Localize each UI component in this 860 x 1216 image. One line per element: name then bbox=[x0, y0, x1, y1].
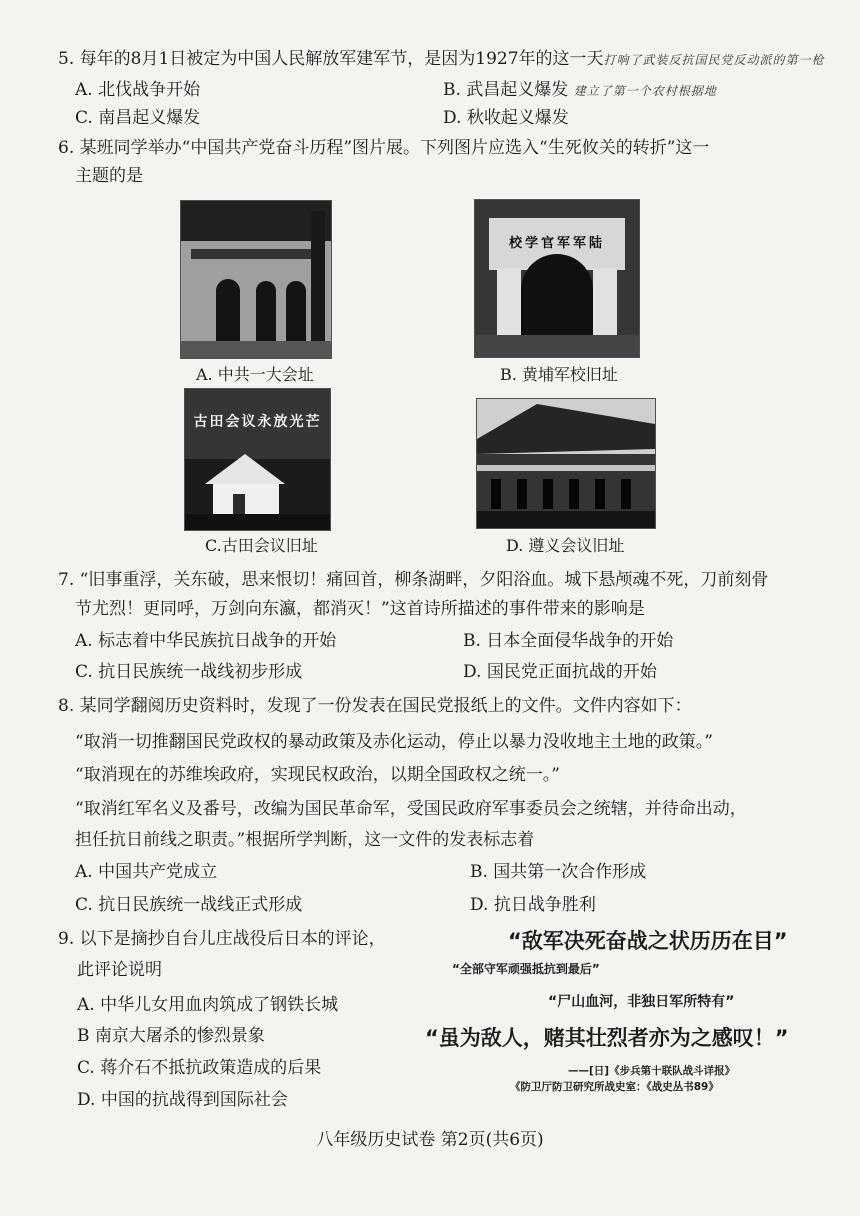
photo-b-illustration bbox=[475, 200, 639, 357]
q7-stem-line1: 7. “旧事重浮，关东破，思来恨切！痛回首，柳条湖畔，夕阳浴血。城下悬颅魂不死，刀前刻骨 bbox=[58, 570, 769, 590]
q7-option-b[interactable]: B. 日本全面侵华战争的开始 bbox=[463, 631, 674, 651]
q8-option-d[interactable]: D. 抗日战争胜利 bbox=[470, 895, 596, 915]
q6-stem-line2: 主题的是 bbox=[75, 166, 143, 186]
photo-b-caption: B. 黄埔军校旧址 bbox=[500, 365, 618, 384]
q9-quote-3: “尸山血河，非独日军所特有” bbox=[548, 994, 735, 1010]
q5-option-a[interactable]: A. 北伐战争开始 bbox=[75, 80, 201, 100]
q5-option-d[interactable]: D. 秋收起义爆发 bbox=[443, 108, 569, 128]
q7-option-d[interactable]: D. 国民党正面抗战的开始 bbox=[463, 662, 657, 682]
q5-stem-text: 5. 每年的8月1日被定为中国人民解放军建军节，是因为1927年的这一天 bbox=[58, 49, 604, 69]
q6-stem-line1: 6. 某班同学举办“中国共产党奋斗历程”图片展。下列图片应选入“生死攸关的转折”这一 bbox=[58, 138, 710, 158]
q9-quote-2: “全部守军顽强抵抗到最后” bbox=[452, 962, 600, 976]
q8-option-b[interactable]: B. 国共第一次合作形成 bbox=[470, 862, 647, 882]
q9-stem-line2: 此评论说明 bbox=[77, 960, 162, 980]
q8-quote-line1: “取消一切推翻国民党政权的暴动政策及赤化运动，停止以暴力没收地主土地的政策。” bbox=[75, 732, 713, 752]
q9-option-a[interactable]: A. 中华儿女用血肉筑成了钢铁长城 bbox=[77, 995, 339, 1015]
q7-option-a[interactable]: A. 标志着中华民族抗日战争的开始 bbox=[75, 631, 337, 651]
photo-gutian-conference[interactable] bbox=[184, 388, 331, 531]
q8-quote-line4: 担任抗日前线之职责。”根据所学判断，这一文件的发表标志着 bbox=[75, 830, 535, 850]
gutian-wall-slogan: 古田会议永放光芒 bbox=[193, 414, 322, 430]
q5-option-b-text: B. 武昌起义爆发 bbox=[443, 80, 569, 100]
q9-option-b[interactable]: B 南京大屠杀的惨烈景象 bbox=[77, 1026, 265, 1046]
q5-option-b[interactable] bbox=[443, 78, 717, 103]
q9-option-d[interactable]: D. 中国的抗战得到国际社会 bbox=[77, 1090, 288, 1110]
q8-quote-line3: “取消红军名义及番号，改编为国民革命军，受国民政府军事委员会之统辖，并待命出动， bbox=[75, 799, 747, 819]
q8-option-c[interactable]: C. 抗日民族统一战线正式形成 bbox=[75, 895, 303, 915]
photo-a-illustration bbox=[181, 201, 331, 358]
q9-source-2: 《防卫厅防卫研究所战史室：《战史丛书89》 bbox=[510, 1081, 719, 1093]
photo-c-caption: C.古田会议旧址 bbox=[205, 536, 318, 555]
q9-option-c[interactable]: C. 蒋介石不抵抗政策造成的后果 bbox=[77, 1058, 322, 1078]
q5-handwritten-note: 打响了武装反抗国民党反动派的第一枪 bbox=[603, 53, 825, 67]
photo-whampoa-academy[interactable] bbox=[474, 199, 640, 358]
q5-option-c[interactable]: C. 南昌起义爆发 bbox=[75, 108, 201, 128]
q5-stem bbox=[58, 47, 825, 72]
photo-zunyi-conference[interactable] bbox=[476, 398, 656, 529]
q8-option-a[interactable]: A. 中国共产党成立 bbox=[75, 862, 218, 882]
q9-stem-line1: 9. 以下是摘抄自台儿庄战役后日本的评论， bbox=[58, 929, 386, 949]
page-footer: 八年级历史试卷 第2页(共6页) bbox=[316, 1130, 544, 1150]
whampoa-gate-sign: 校学官军军陆 bbox=[508, 236, 605, 251]
photo-d-caption: D. 遵义会议旧址 bbox=[506, 536, 625, 555]
q7-option-c[interactable]: C. 抗日民族统一战线初步形成 bbox=[75, 662, 303, 682]
photo-a-caption: A. 中共一大会址 bbox=[196, 365, 314, 384]
q9-quote-1: “敌军决死奋战之状历历在目” bbox=[508, 929, 788, 953]
q9-quote-4: “虽为敌人，赌其壮烈者亦为之感叹！” bbox=[425, 1026, 789, 1050]
q8-quote-line2: “取消现在的苏维埃政府，实现民权政治，以期全国政权之统一。” bbox=[75, 765, 560, 785]
q5-handwritten-note-b: 建立了第一个农村根据地 bbox=[573, 84, 717, 98]
q8-stem-line1: 8. 某同学翻阅历史资料时，发现了一份发表在国民党报纸上的文件。文件内容如下： bbox=[58, 696, 692, 716]
q7-stem-line2: 节尤烈！更同呼，万剑向东瀛，都消灭！”这首诗所描述的事件带来的影响是 bbox=[75, 599, 645, 619]
photo-d-illustration bbox=[477, 399, 655, 528]
q9-source-1: ——[日]《步兵第十联队战斗详报》 bbox=[568, 1065, 736, 1077]
photo-cpc-first-congress[interactable] bbox=[180, 200, 332, 359]
